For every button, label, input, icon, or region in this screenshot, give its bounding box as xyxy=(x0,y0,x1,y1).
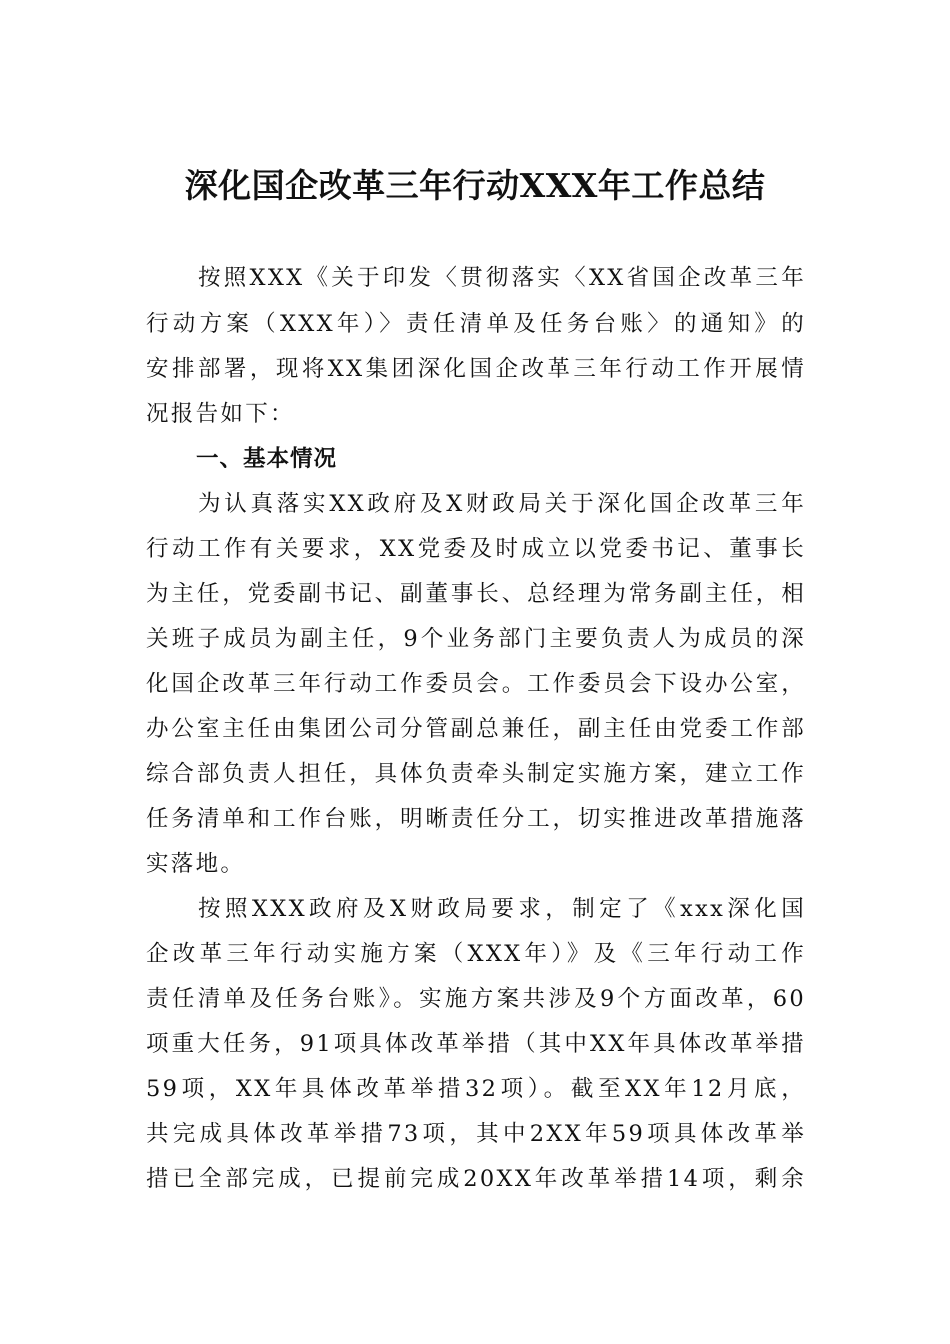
paragraph-line: 责任清单及任务台账》。实施方案共涉及9个方面改革，60 xyxy=(146,986,806,1012)
paragraph-line: 行动方案（XXX年）〉责任清单及任务台账〉的通知》的 xyxy=(146,311,806,337)
paragraph-line: 况报告如下： xyxy=(146,401,295,427)
paragraph-line: 项重大任务，91项具体改革举措（其中XX年具体改革举措 xyxy=(146,1031,806,1057)
paragraph-line: 化国企改革三年行动工作委员会。工作委员会下设办公室， xyxy=(146,671,806,697)
paragraph-line: 59项，XX年具体改革举措32项）。截至XX年12月底， xyxy=(146,1076,806,1102)
paragraph-line: 按照XXX政府及X财政局要求，制定了《xxx深化国 xyxy=(198,896,806,922)
paragraph-line: 综合部负责人担任，具体负责牵头制定实施方案，建立工作 xyxy=(146,761,806,787)
document-title: 深化国企改革三年行动XXX年工作总结 xyxy=(184,166,766,205)
paragraph-line: 安排部署，现将XX集团深化国企改革三年行动工作开展情 xyxy=(146,356,806,382)
section-heading: 一、基本情况 xyxy=(196,446,338,472)
paragraph-line: 为主任，党委副书记、副董事长、总经理为常务副主任，相 xyxy=(146,581,806,607)
paragraph-line: 措已全部完成，已提前完成20XX年改革举措14项，剩余 xyxy=(146,1166,806,1192)
paragraph-line: 办公室主任由集团公司分管副总兼任，副主任由党委工作部 xyxy=(146,716,806,742)
paragraph-line: 共完成具体改革举措73项，其中2XX年59项具体改革举 xyxy=(146,1121,806,1147)
paragraph-line: 实落地。 xyxy=(146,851,246,877)
paragraph-line: 行动工作有关要求，XX党委及时成立以党委书记、董事长 xyxy=(146,536,806,562)
paragraph-line: 按照XXX《关于印发〈贯彻落实〈XX省国企改革三年 xyxy=(198,265,806,291)
paragraph-line: 为认真落实XX政府及X财政局关于深化国企改革三年 xyxy=(198,491,806,517)
paragraph-line: 任务清单和工作台账，明晰责任分工，切实推进改革措施落 xyxy=(146,806,806,832)
paragraph-line: 关班子成员为副主任，9个业务部门主要负责人为成员的深 xyxy=(146,626,806,652)
paragraph-line: 企改革三年行动实施方案（XXX年）》及《三年行动工作 xyxy=(146,941,806,967)
